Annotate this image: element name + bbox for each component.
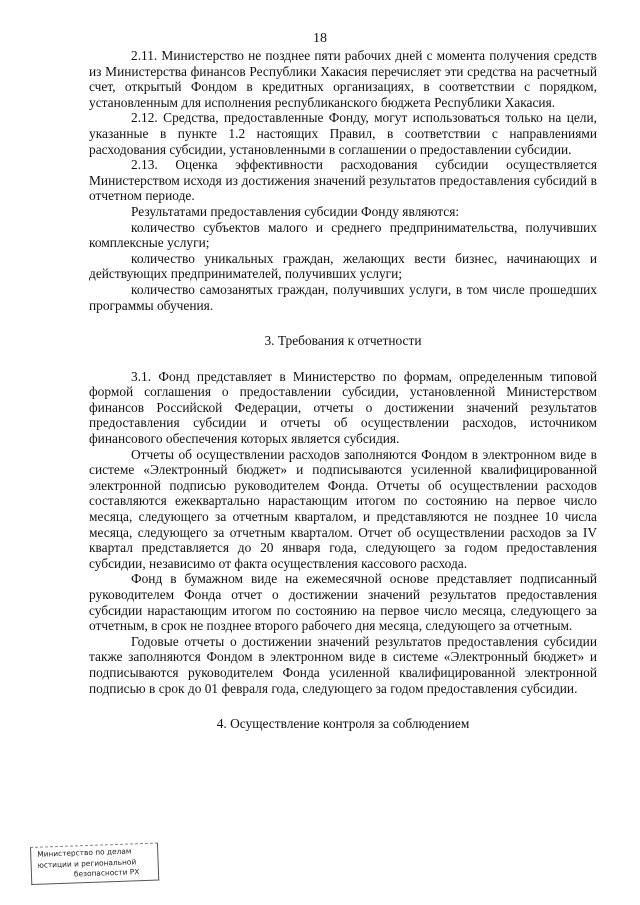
paragraph-result-2: количество уникальных граждан, желающих вести бизнес, начинающих и действующих предпринимателей, получивших услуги; bbox=[89, 250, 597, 282]
section-heading-control: 4. Осуществление контроля за соблюдением bbox=[216, 716, 470, 732]
paragraph-2-12: 2.12. Средства, предоставленные Фонду, могут использоваться только на цели, указанные в пункте 1.2 настоящих Правил, в соответствии с направлениями расходования субсидии, установленными в соглашении о предоставлении субсидии. bbox=[89, 110, 597, 157]
paragraph-2-13: 2.13. Оценка эффективности расходования субсидии осуществляется Министерством исходя из достижения значений результатов предоставления субсидий в отчетном периоде. bbox=[89, 157, 597, 204]
paragraph-annual-reports: Годовые отчеты о достижении значений результатов предоставления субсидии также заполняются Фондом в электронном виде в системе «Электронный бюджет» и подписываются руководителем Фонда усиленной квалифицированной электронной подписью в срок до 01 февраля года, следующего за годом предоставления субсидии. bbox=[89, 633, 597, 696]
page-number: 18 bbox=[313, 31, 327, 46]
stamp-line-2: юстиции и региональной bbox=[37, 856, 137, 870]
paragraph-monthly-reports: Фонд в бумажном виде на ежемесячной основе представляет подписанный руководителем Фонда отчет о достижении значений результатов предоставления субсидии нарастающим итогом по состоянию на первое число месяца, следующего за отчетным, в срок не позднее второго рабочего дня месяца, следующего за отчетным. bbox=[89, 571, 597, 634]
paragraph-3-1: 3.1. Фонд представляет в Министерство по формам, определенным типовой формой соглашения о предоставлении субсидии, установленной Министерством финансов Российской Федерации, отчеты о достижении значений результатов предоставления субсидии и отчеты об осуществлении расходов, источником финансового обеспечения которых является субсидия. bbox=[89, 368, 597, 447]
stamp-line-3: безопасности РХ bbox=[73, 867, 140, 879]
document-body bbox=[89, 48, 597, 732]
paragraph-results-intro: Результатами предоставления субсидии Фонду являются: bbox=[131, 203, 460, 219]
ministry-stamp bbox=[30, 843, 159, 885]
paragraph-expense-reports: Отчеты об осуществлении расходов заполняются Фондом в электронном виде в системе «Электронный бюджет» и подписываются усиленной квалифицированной электронной подписью руководителем Фонда. Отчеты об осуществлении расходов составляются ежеквартально нарастающим итогом по состоянию на первое число месяца, следующего за отчетным кварталом, и представляются не позднее 10 числа месяца, следующего за отчетным кварталом. Отчет об осуществлении расходов за IV квартал представляется до 20 января года, следующего за годом предоставления субсидии, независимо от факта осуществления кассового расхода. bbox=[89, 446, 597, 571]
paragraph-result-1: количество субъектов малого и среднего предпринимательства, получивших комплексные услуги; bbox=[89, 219, 597, 251]
paragraph-2-11: 2.11. Министерство не позднее пяти рабочих дней с момента получения средств из Министерства финансов Республики Хакасия перечисляет эти средства на расчетный счет, открытый Фондом в кредитных организациях, в соответствии с порядком, установленным для исполнения республиканского бюджета Республики Хакасия. bbox=[89, 48, 597, 110]
section-heading-reporting: 3. Требования к отчетности bbox=[264, 333, 422, 349]
paragraph-result-3: количество самозанятых граждан, получивших услуги, в том числе прошедших программы обучения. bbox=[89, 281, 597, 313]
stamp-line-1: Министерство по делам bbox=[37, 846, 132, 859]
